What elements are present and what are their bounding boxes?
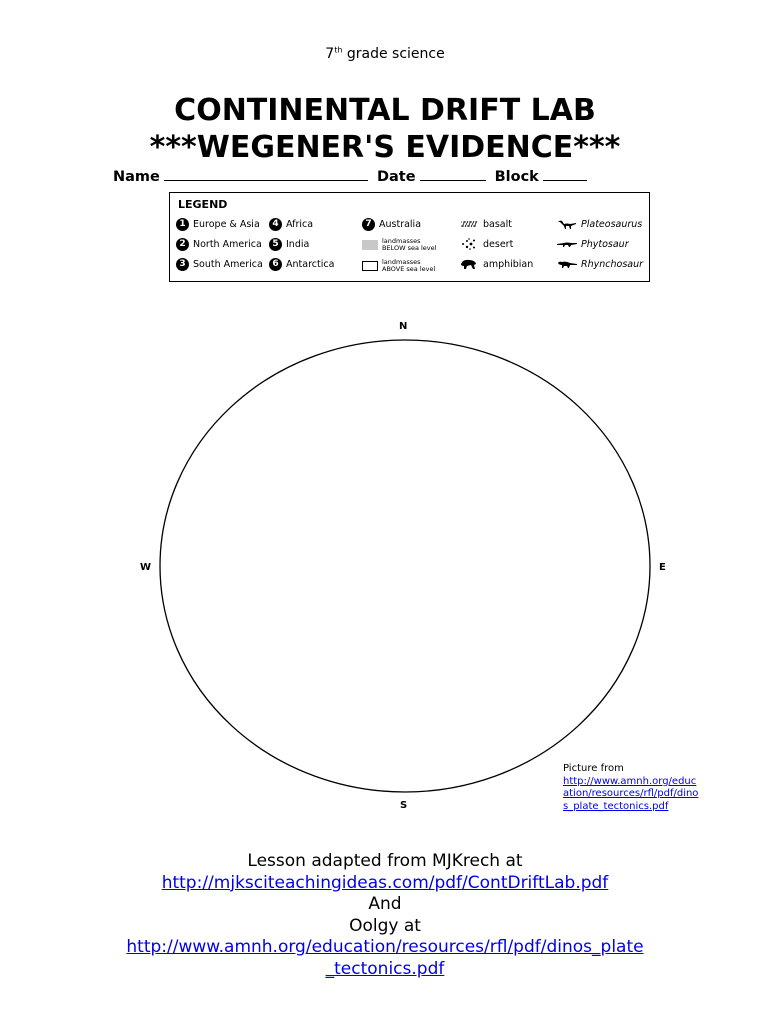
amnh-link[interactable]	[126, 937, 643, 979]
footer-line-oolgy: Oolgy at	[349, 915, 421, 936]
footer-attribution	[0, 851, 770, 980]
number-badge: 4	[269, 218, 282, 231]
map-outline	[160, 340, 650, 792]
page-title: CONTINENTAL DRIFT LAB	[174, 93, 596, 128]
page-subtitle: ***WEGENER'S EVIDENCE***	[149, 130, 621, 165]
legend-label: North America	[193, 239, 262, 250]
number-badge: 3	[176, 258, 189, 271]
compass-south-label: S	[400, 800, 408, 811]
legend-label: South America	[193, 259, 263, 270]
credit-link-line2: ation/resources/rfl/pdf/dino	[563, 788, 699, 799]
compass-north-label: N	[399, 321, 408, 332]
legend-heading: LEGEND	[178, 198, 228, 211]
footer-line-and: And	[368, 894, 402, 914]
picture-credit	[563, 763, 733, 813]
compass-west-label: W	[140, 562, 152, 573]
legend-label: India	[286, 239, 310, 250]
amphibian-label: amphibian	[483, 258, 534, 270]
below-line2: BELOW sea level	[382, 244, 437, 252]
rhynchosaur-label: Rhynchosaur	[581, 258, 644, 270]
credit-label: Picture from	[563, 763, 624, 774]
legend-label: Europe & Asia	[193, 219, 260, 230]
name-label: Name	[113, 169, 160, 185]
number-badge: 7	[362, 218, 375, 231]
amnh-link-line2: _tectonics.pdf	[325, 958, 445, 979]
credit-link[interactable]	[563, 776, 698, 812]
mjk-link[interactable]: http://mjksciteachingideas.com/pdf/ContDriftLab.pdf	[161, 872, 609, 893]
above-line2: ABOVE sea level	[382, 265, 436, 273]
below-line1: landmasses	[382, 237, 421, 245]
date-label: Date	[376, 169, 416, 185]
legend-label: Antarctica	[286, 259, 335, 270]
basalt-label: basalt	[483, 218, 512, 230]
amnh-link-line1: http://www.amnh.org/education/resources/rfl/pdf/dinos_plate	[126, 937, 644, 957]
number-badge: 6	[269, 258, 282, 271]
number-badge: 1	[176, 218, 189, 231]
number-badge: 5	[269, 238, 282, 251]
legend-label: Africa	[286, 219, 314, 230]
plateosaurus-label: Plateosaurus	[581, 218, 643, 230]
legend-label: Australia	[379, 219, 422, 230]
grade-subject: grade science	[342, 46, 445, 62]
credit-link-line1: http://www.amnh.org/educ	[563, 775, 697, 787]
grade-number: 7	[325, 46, 335, 62]
desert-label: desert	[483, 238, 514, 250]
block-label: Block	[494, 169, 539, 185]
grade-superscript: th	[334, 45, 343, 55]
number-badge: 2	[176, 238, 189, 251]
credit-link-line3: s_plate_tectonics.pdf	[563, 800, 669, 812]
compass-east-label: E	[659, 562, 666, 573]
footer-line-adapted: Lesson adapted from MJKrech at	[247, 851, 523, 871]
above-line1: landmasses	[382, 258, 421, 266]
phytosaur-label: Phytosaur	[581, 238, 629, 250]
